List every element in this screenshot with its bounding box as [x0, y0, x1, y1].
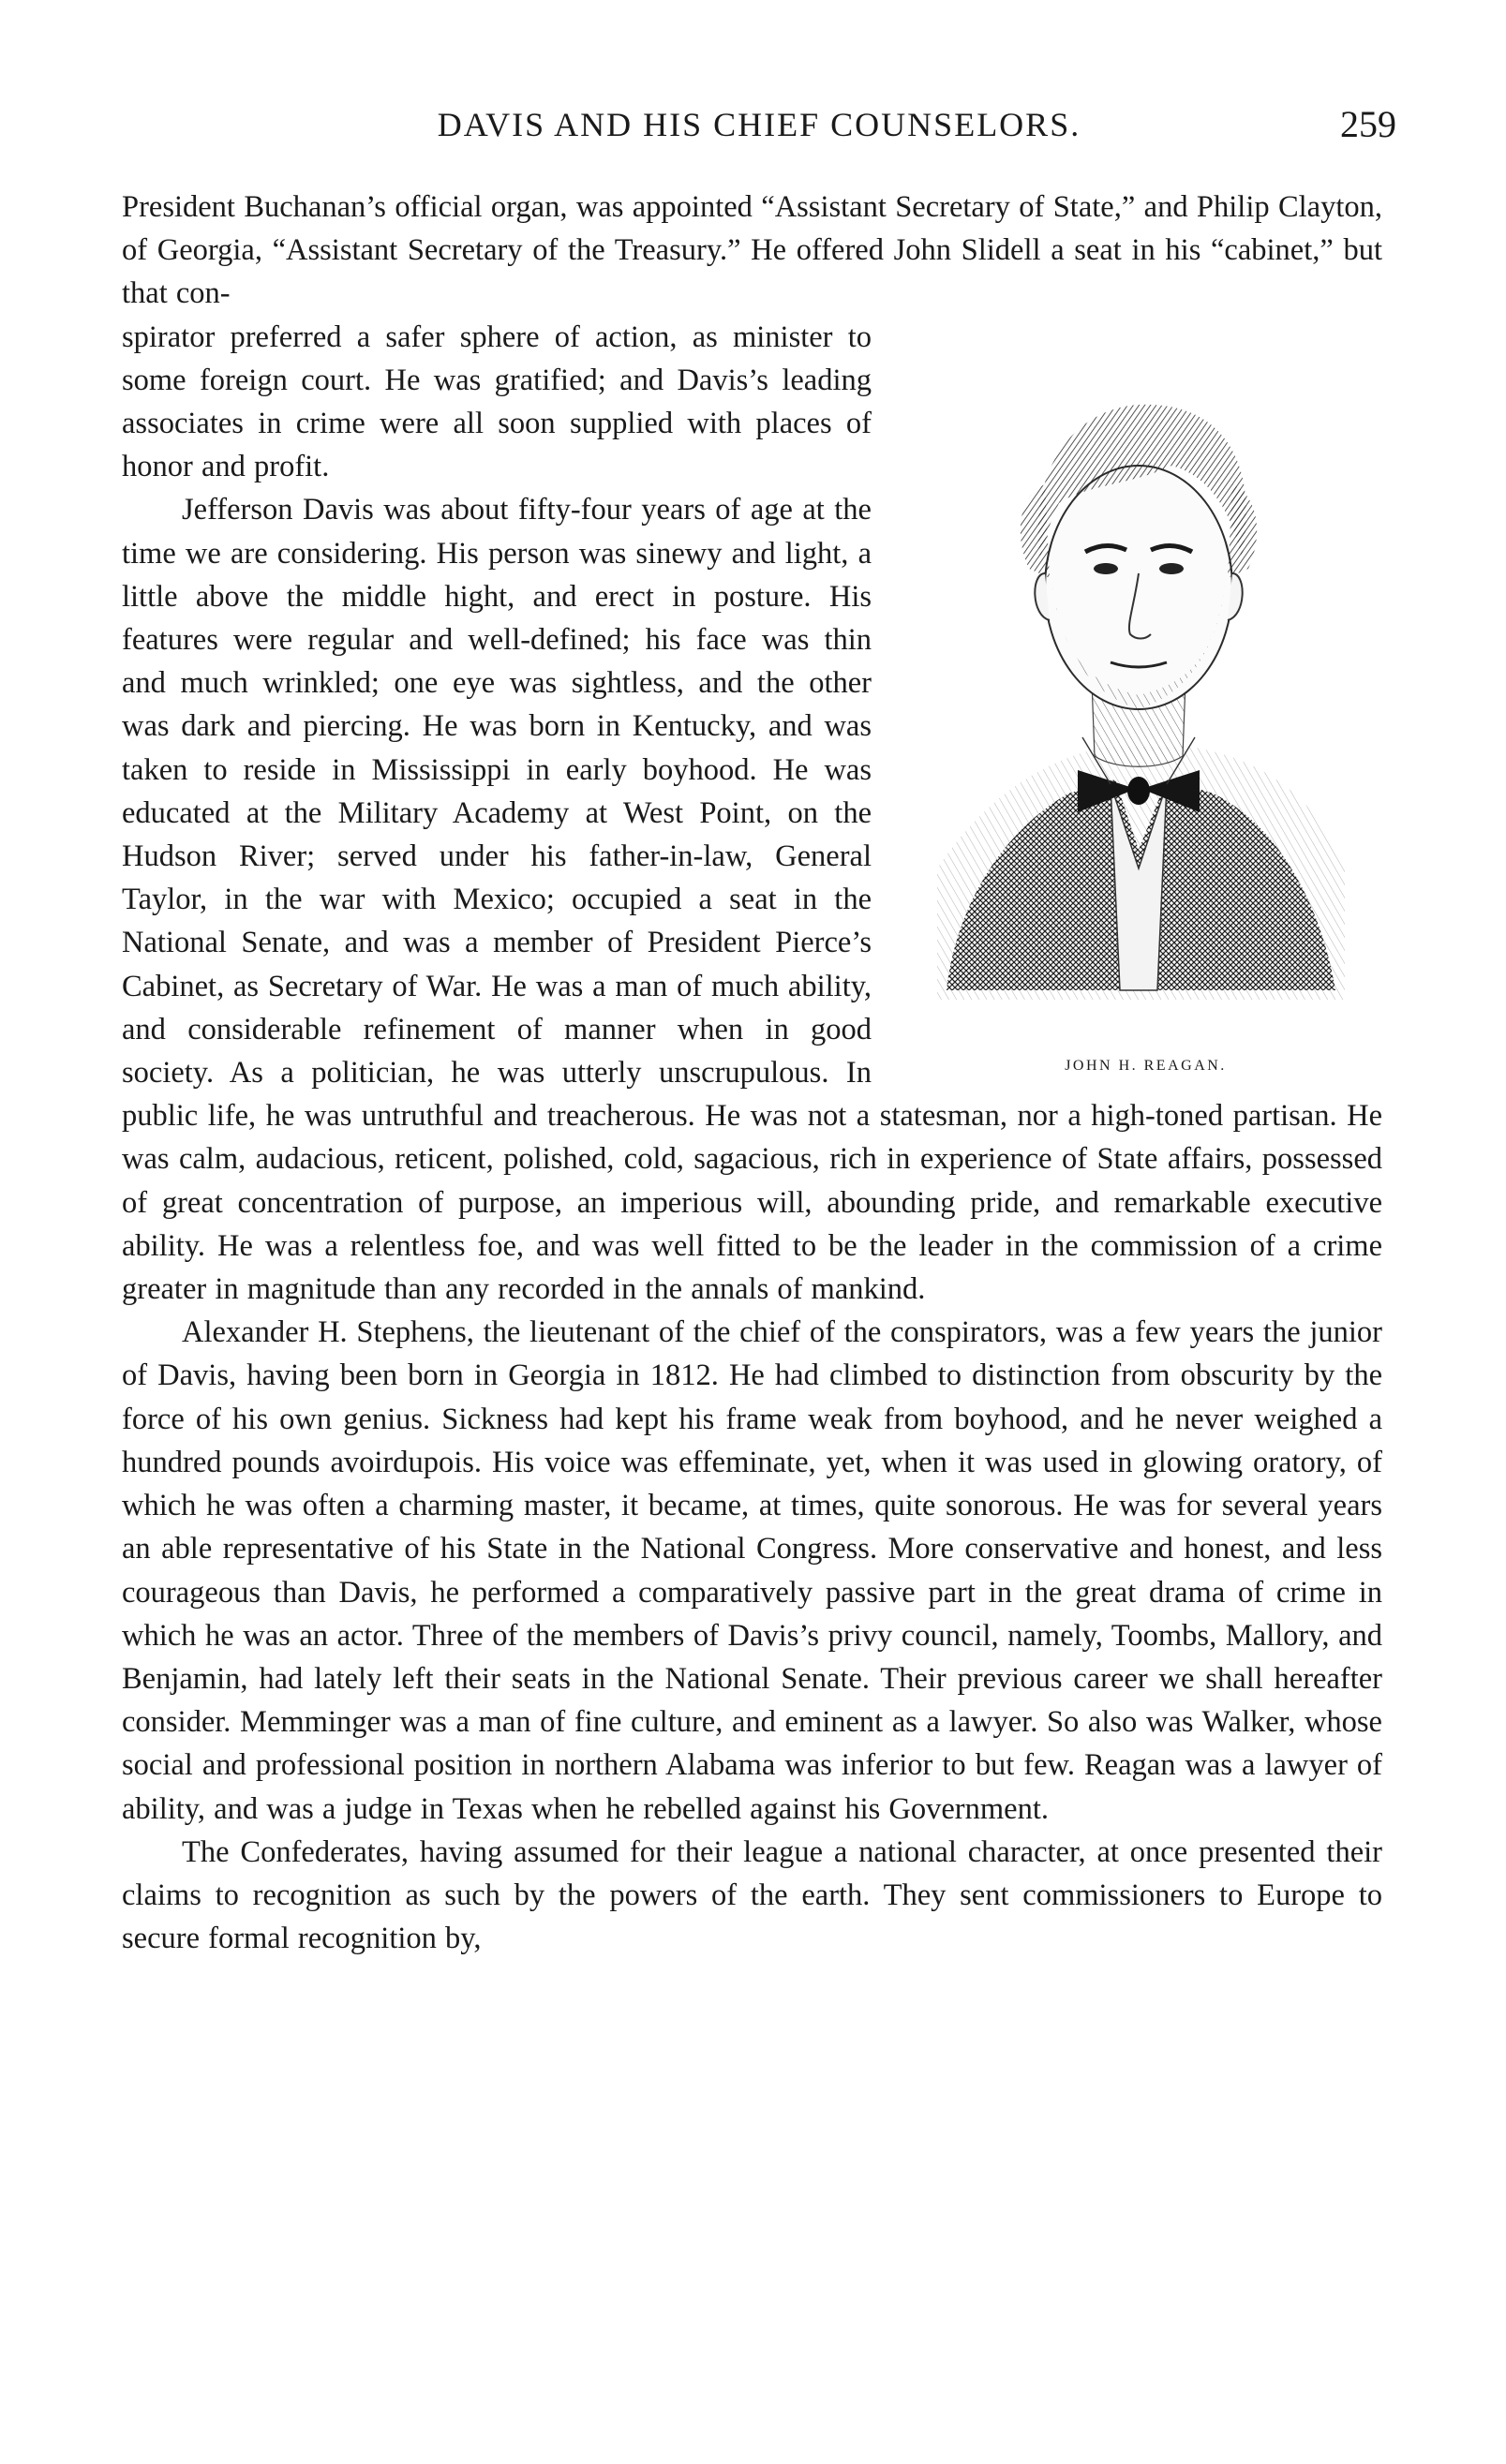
running-head: [122, 101, 1396, 148]
paragraph-3: Alexander H. Stephens, the lieutenant of the chief of the conspirators, was a few years the junior of Davis, having been born in Georgia in 1812. He had climbed to distinction from obscurity by the force of his own genius. Sickness had kept his frame weak from boyhood, and he never weighed a hundred pounds avoirdupois. His voice was effeminate, yet, when it was used in glowing oratory, of which he was often a charming master, it became, at times, quite sonorous. He was for several years an able representative of his State in the National Congress. More conservative and honest, and less courageous than Davis, he performed a comparatively passive part in the great drama of crime in which he was an actor. Three of the members of Davis’s privy council, namely, Toombs, Mallory, and Benjamin, had lately left their seats in the National Senate. Their previous career we shall hereafter consider. Memminger was a man of fine culture, and eminent as a lawyer. So also was Walker, whose social and professional position in northern Alabama was inferior to but few. Reagan was a lawyer of ability, and was a judge in Texas when he rebelled against his Government.: [122, 1315, 1382, 1826]
paragraph-1-opening: President Buchanan’s official organ, was appointed “Assistant Secretary of State,” and Philip Clayton, of Georgia, “Assistant Secretary of the Treasury.” He offered John Slidell a seat in his “cabinet,” but that con-: [122, 190, 1382, 311]
paragraph-4: The Confederates, having assumed for their league a national character, at once presented their claims to recognition as such by the powers of the earth. They sent commissioners to Europe to secure formal recognition by,: [122, 1834, 1382, 1956]
page-number: 259: [1340, 103, 1396, 145]
portrait-engraving: [918, 344, 1359, 1056]
paragraph-2: Jefferson Davis was about fifty-four years of age at the time we are considering. His person was sinewy and light, a little above the middle hight, and erect in posture. His features were regular and well-defined; his face was thin and much wrinkled; one eye was sightless, and the other was dark and piercing. He was born in Kentucky, and was taken to reside in Mississippi in early boyhood. He was educated at the Military Academy at West Point, on the Hudson River; served under his father-in-law, General Taylor, in the war with Mexico; occupied a seat in the National Senate, and was a member of President Pierce’s Cabinet, as Secretary of War. He was a man of much ability, and considerable refinement of manner when in good society. As a politician, he was utterly unscrupulous. In public life, he was untruthful and treacherous. He was not a statesman, nor a high-toned partisan. He was calm, audacious, reticent, polished, cold, sagacious, rich in experience of State affairs, possessed of great concentration of purpose, an imperious will, abounding pride, and remarkable executive ability. He was a relentless foe, and was well fitted to be the leader in the commission of a crime greater in magnitude than any recorded in the annals of mankind.: [122, 493, 1382, 1307]
portrait-caption: JOHN H. REAGAN.: [1065, 1057, 1227, 1074]
paragraph-1-continued: spirator preferred a safer sphere of action, as minister to some foreign court. He was gratified; and Davis’s leading associates in crime were all soon supplied with places of honor and profit.: [122, 319, 872, 484]
running-title: DAVIS AND HIS CHIEF COUNSELORS.: [437, 106, 1081, 143]
body-text: [122, 186, 1382, 1960]
portrait-plate: [909, 316, 1382, 1086]
